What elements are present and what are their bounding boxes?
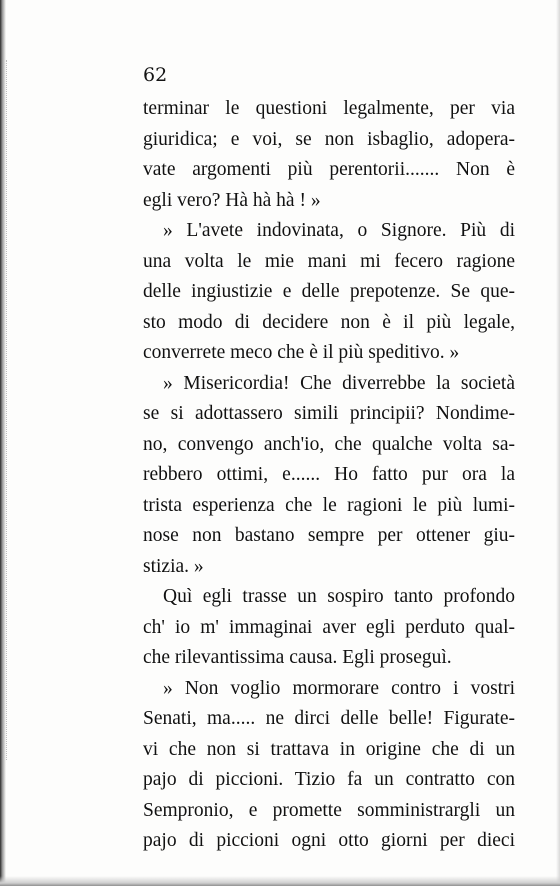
- text-line: vate argomenti più perentorii....... Non è: [143, 159, 515, 180]
- text-line: Sempronio, e promette somministrargli un: [143, 799, 515, 821]
- text-line: se si adottassero simili principii? Nondime-: [143, 403, 515, 424]
- paragraph: [143, 674, 515, 857]
- text-line: stizia. »: [143, 555, 204, 577]
- paragraph: [143, 216, 515, 369]
- text-line: nose non bastano sempre per ottener giu-: [143, 525, 515, 546]
- text-line: Senati, ma..... ne dirci delle belle! Figurate-: [143, 708, 515, 729]
- text-line: trista esperienza che le ragioni le più lumi-: [143, 494, 515, 516]
- page-right-edge: [556, 0, 560, 886]
- text-line: delle ingiustizie e delle prepotenze. Se que-: [143, 281, 515, 302]
- text-line: una volta le mie mani mi fecero ragione: [143, 250, 515, 272]
- paragraph: [143, 369, 515, 583]
- text-line: no, convengo anch'io, che qualche volta sa-: [143, 433, 515, 455]
- text-line: converrete meco che è il più speditivo. »: [143, 342, 460, 363]
- text-line: terminar le questioni legalmente, per via: [143, 98, 515, 119]
- text-line: ch' io m' immaginai aver egli perduto qual-: [143, 616, 515, 638]
- page-bottom-edge: [0, 876, 560, 886]
- text-line: vi che non si trattava in origine che di un: [143, 738, 515, 760]
- body-text: [143, 94, 515, 857]
- text-line: egli vero? Hà hà hà ! »: [143, 189, 321, 211]
- page-number: 62: [143, 64, 168, 86]
- text-line: che rilevantissima causa. Egli proseguì.: [143, 647, 452, 668]
- text-line: pajo di piccioni ogni otto giorni per dieci: [143, 830, 515, 851]
- text-line: Quì egli trasse un sospiro tanto profondo: [163, 586, 515, 607]
- binding-gutter-marks: [6, 60, 10, 760]
- text-line: pajo di piccioni. Tizio fa un contratto con: [143, 769, 515, 790]
- text-line: » L'avete indovinata, o Signore. Più di: [163, 220, 515, 241]
- text-line: » Misericordia! Che diverrebbe la società: [163, 372, 515, 394]
- text-line: rebbero ottimi, e...... Ho fatto pur ora la: [143, 464, 515, 485]
- paragraph: [143, 582, 515, 674]
- text-line: » Non voglio mormorare contro i vostri: [163, 677, 515, 699]
- text-line: sto modo di decidere non è il più legale,: [143, 311, 515, 333]
- text-line: giuridica; e voi, se non isbaglio, adopera-: [143, 128, 515, 150]
- paragraph: [143, 94, 515, 216]
